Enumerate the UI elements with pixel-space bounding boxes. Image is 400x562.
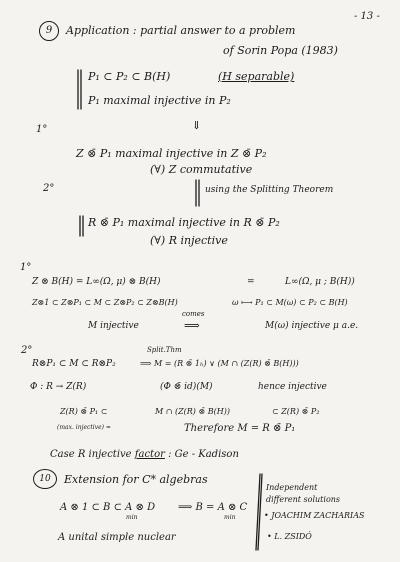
premise-inclusion: P₁ ⊂ P₂ ⊂ B(H) [88, 70, 171, 83]
proof2-row3-mid: M ∩ (Z(R) ⊗̄ B(H)) [155, 407, 230, 416]
author-zacharias: • JOACHIM ZACHARIAS [264, 511, 365, 520]
proof1-label: 1° [20, 262, 32, 273]
step2-line2: (∀) R injective [150, 234, 228, 247]
item9-heading-cont: of Sorin Popa (1983) [223, 44, 338, 57]
case-injective-factor: Case R injective factor : Ge - Kadison [50, 449, 239, 460]
extension-formula: A ⊗ 1 ⊂ B ⊂ A ⊗ D [60, 502, 156, 513]
side-note-independent: Independent [266, 483, 318, 492]
step2-label: 2° [43, 183, 55, 194]
proof2-row3-right: ⊂ Z(R) ⊗̄ P₂ [272, 407, 320, 416]
min-subscript-1: min [126, 514, 138, 521]
proof1-row3-over: comes [182, 310, 205, 318]
proof1-row3-arrow: ⟹ [184, 319, 200, 332]
proof2-row1-left: R⊗P₁ ⊂ M ⊂ R⊗P₂ [32, 359, 116, 369]
item9-heading: Application : partial answer to a problem [66, 24, 296, 37]
proof2-row1-over: Split.Thm [147, 346, 182, 354]
step2-line1: R ⊗̄ P₁ maximal injective in R ⊗̄ P₂ [88, 216, 280, 229]
proof1-row3-left: M injective [88, 321, 139, 331]
proof2-row3-left: Z(R) ⊗̄ P₁ ⊂ [60, 407, 108, 416]
side-note-different: different solutions [266, 495, 341, 504]
proof1-row1-eq: = [247, 277, 255, 287]
step1-label: 1° [36, 124, 48, 135]
proof1-row2-left: Z⊗1 ⊂ Z⊗P₁ ⊂ M ⊂ Z⊗P₂ ⊂ Z⊗B(H) [32, 298, 178, 307]
min-subscript-2: min [224, 514, 236, 521]
item-number-10: 10 [33, 469, 57, 489]
proof2-row2-right: hence injective [258, 382, 327, 392]
proof2-label: 2° [21, 345, 33, 356]
proof1-row2-right: ω ⟼ P₁ ⊂ M(ω) ⊂ P₂ ⊂ B(H) [232, 298, 348, 307]
proof2-row2-mid: (Φ ⊗̄ id)(M) [160, 382, 213, 392]
premise-maximal: P₁ maximal injective in P₂ [88, 94, 231, 107]
item10-heading: Extension for C* algebras [64, 473, 208, 486]
proof2-row4-note: (max. injective) = [57, 424, 111, 431]
proof1-row1-right: L∞(Ω, μ ; B(H)) [285, 277, 355, 287]
proof2-row2-left: Φ : R → Z(R) [30, 382, 87, 392]
step1-line1: Z ⊗̄ P₁ maximal injective in Z ⊗̄ P₂ [76, 147, 267, 160]
nuclear-condition: A unital simple nuclear [58, 532, 176, 543]
item-number-9: 9 [39, 21, 59, 41]
proof1-row3-right: M(ω) injective μ a.e. [265, 321, 359, 331]
author-zsido: • L. ZSIDÓ [267, 532, 312, 541]
splitting-theorem-note: using the Splitting Theorem [205, 185, 334, 195]
page-number: - 13 - [354, 11, 380, 22]
proof2-conclusion: Therefore M = R ⊗̄ P₁ [184, 423, 296, 434]
extension-formula-right: ⟹ B = A ⊗ C [178, 502, 248, 513]
premise-note: (H separable) [218, 70, 295, 83]
implies-arrow: ⇓ [192, 119, 202, 132]
step1-line2: (∀) Z commutative [150, 163, 253, 176]
proof1-row1-left: Z ⊗ B(H) = L∞(Ω, μ) ⊗ B(H) [32, 277, 161, 287]
proof2-row1-right: ⟹ M = (R ⊗̄ 1ₕ) ∨ (M ∩ (Z(R) ⊗̄ B(H))) [140, 359, 299, 368]
